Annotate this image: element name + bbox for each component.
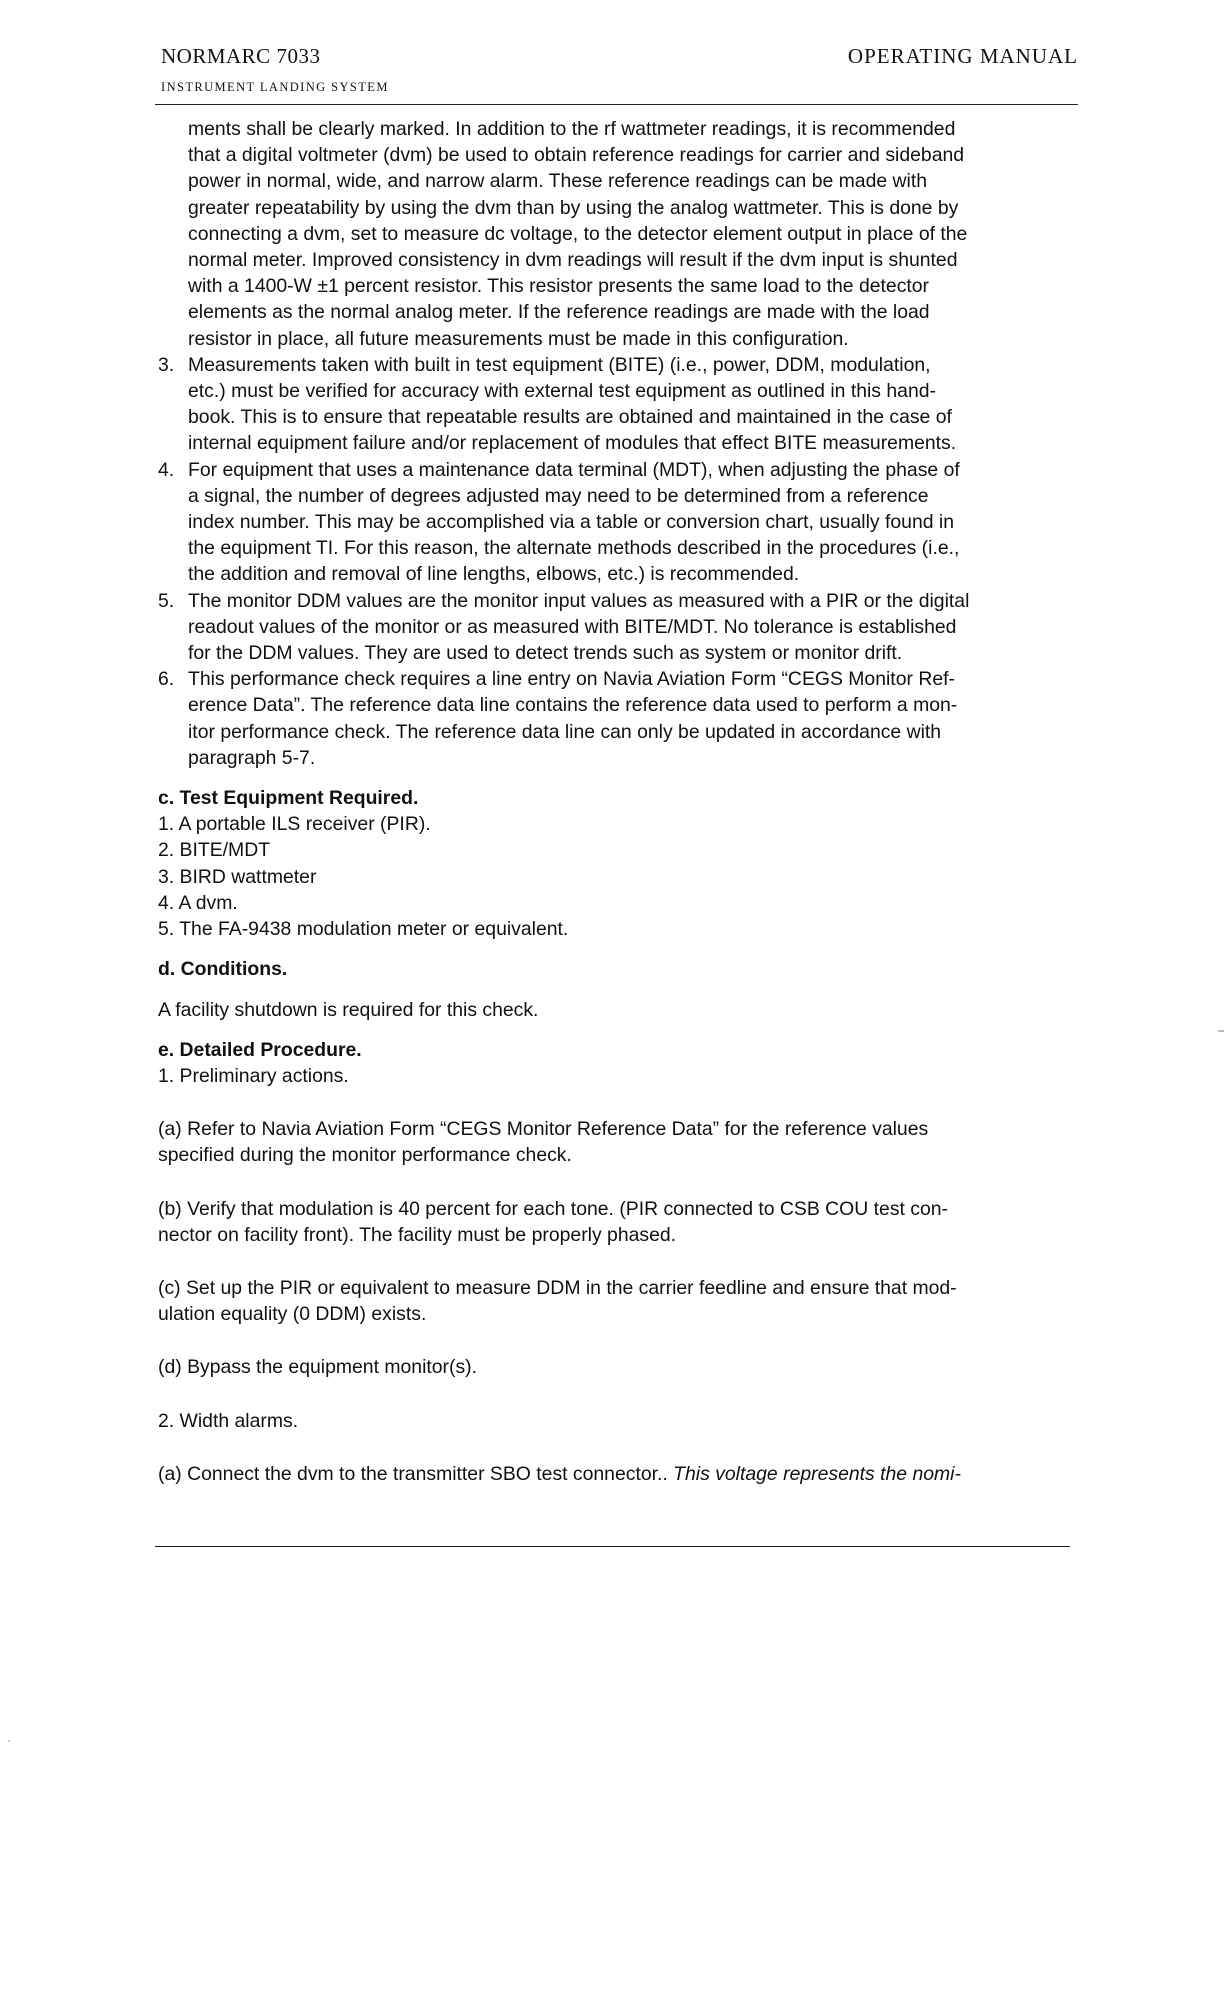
text-line: book. This is to ensure that repeatable results are obtained and maintained in the case of: [188, 406, 952, 429]
text-line: This performance check requires a line entry on Navia Aviation Form “CEGS Monitor Ref-: [188, 668, 955, 691]
list-item: 2. BITE/MDT: [158, 839, 271, 862]
text-line: connecting a dvm, set to measure dc voltage, to the detector element output in place of the: [188, 222, 968, 245]
page-body: [158, 116, 1078, 1487]
step-1b: [158, 1196, 1078, 1248]
step-1a: [158, 1116, 1078, 1168]
text-line: resistor in place, all future measurements must be made in this configuration.: [188, 327, 849, 350]
text-line: with a 1400-W ±1 percent resistor. This resistor presents the same load to the detector: [188, 275, 930, 298]
text-line: greater repeatability by using the dvm than by using the analog wattmeter. This is done by: [188, 196, 959, 219]
note-4: [158, 457, 1078, 588]
step-2a-text: (a) Connect the dvm to the transmitter SBO test connector..: [158, 1462, 674, 1485]
text-line: for the DDM values. They are used to detect trends such as system or monitor drift.: [188, 642, 903, 665]
step-2a: [158, 1461, 1078, 1487]
text-line: erence Data”. The reference data line contains the reference data used to perform a mon-: [188, 694, 958, 717]
list-item: 5. The FA-9438 modulation meter or equivalent.: [158, 918, 569, 941]
text-line: the addition and removal of line lengths, elbows, etc.) is recommended.: [188, 563, 800, 586]
note-6: [158, 666, 1078, 771]
text-line: (a) Refer to Navia Aviation Form “CEGS Monitor Reference Data” for the reference values: [158, 1118, 929, 1141]
text-line: index number. This may be accomplished via a table or conversion chart, usually found in: [188, 511, 954, 534]
step-1d: (d) Bypass the equipment monitor(s).: [158, 1356, 477, 1379]
text-line: For equipment that uses a maintenance data terminal (MDT), when adjusting the phase of: [188, 458, 960, 481]
text-line: normal meter. Improved consistency in dvm readings will result if the dvm input is shunted: [188, 249, 958, 272]
note-3: [158, 352, 1078, 457]
footer-rule: [155, 1546, 1070, 1547]
equipment-list: [158, 811, 1078, 942]
scan-mark: [1218, 1030, 1224, 1032]
text-line: etc.) must be verified for accuracy with external test equipment as outlined in this hand-: [188, 380, 936, 403]
text-line: Measurements taken with built in test equipment (BITE) (i.e., power, DDM, modulation,: [188, 353, 931, 376]
step-2: 2. Width alarms.: [158, 1409, 299, 1432]
section-d-heading: d. Conditions.: [158, 958, 288, 981]
header-left-title: NORMARC 7033: [161, 44, 321, 68]
text-line: specified during the monitor performance check.: [158, 1144, 572, 1167]
text-line: internal equipment failure and/or replacement of modules that effect BITE measurements.: [188, 432, 957, 455]
text-line: power in normal, wide, and narrow alarm. These reference readings can be made with: [188, 170, 928, 193]
text-line: ments shall be clearly marked. In addition to the rf wattmeter readings, it is recommended: [188, 118, 956, 140]
header-left-subtitle: INSTRUMENT LANDING SYSTEM: [161, 80, 389, 94]
continued-paragraph: [158, 116, 1078, 352]
text-line: The monitor DDM values are the monitor input values as measured with a PIR or the digital: [188, 589, 970, 612]
step-1: 1. Preliminary actions.: [158, 1064, 349, 1087]
section-e-heading: e. Detailed Procedure.: [158, 1038, 362, 1061]
text-line: the equipment TI. For this reason, the alternate methods described in the procedures (i.e.,: [188, 537, 960, 560]
list-item: 4. A dvm.: [158, 891, 238, 914]
text-line: paragraph 5-7.: [188, 746, 316, 769]
text-line: that a digital voltmeter (dvm) be used to obtain reference readings for carrier and sideband: [188, 144, 965, 167]
note-number: 3.: [158, 353, 175, 376]
section-d-text: A facility shutdown is required for this check.: [158, 998, 539, 1021]
text-line: a signal, the number of degrees adjusted may need to be determined from a reference: [188, 484, 929, 507]
text-line: readout values of the monitor or as measured with BITE/MDT. No tolerance is established: [188, 615, 957, 638]
text-line: ulation equality (0 DDM) exists.: [158, 1303, 427, 1326]
note-number: 6.: [158, 668, 175, 691]
header-right-title: OPERATING MANUAL: [847, 44, 1078, 68]
step-2a-italic-text: This voltage represents the nomi-: [673, 1462, 961, 1485]
list-item: 1. A portable ILS receiver (PIR).: [158, 813, 431, 836]
text-line: (b) Verify that modulation is 40 percent for each tone. (PIR connected to CSB COU test con-: [158, 1197, 949, 1220]
note-number: 4.: [158, 458, 175, 481]
text-line: itor performance check. The reference data line can only be updated in accordance with: [188, 720, 942, 743]
note-number: 5.: [158, 589, 175, 612]
scan-speck: [8, 1740, 10, 1742]
step-1c: [158, 1275, 1078, 1327]
text-line: (c) Set up the PIR or equivalent to measure DDM in the carrier feedline and ensure that mod-: [158, 1276, 957, 1299]
header-rule: [155, 104, 1078, 105]
text-line: nector on facility front). The facility must be properly phased.: [158, 1223, 677, 1246]
section-c-heading: c. Test Equipment Required.: [158, 787, 419, 810]
text-line: elements as the normal analog meter. If the reference readings are made with the load: [188, 301, 930, 324]
note-5: [158, 588, 1078, 667]
list-item: 3. BIRD wattmeter: [158, 865, 317, 888]
